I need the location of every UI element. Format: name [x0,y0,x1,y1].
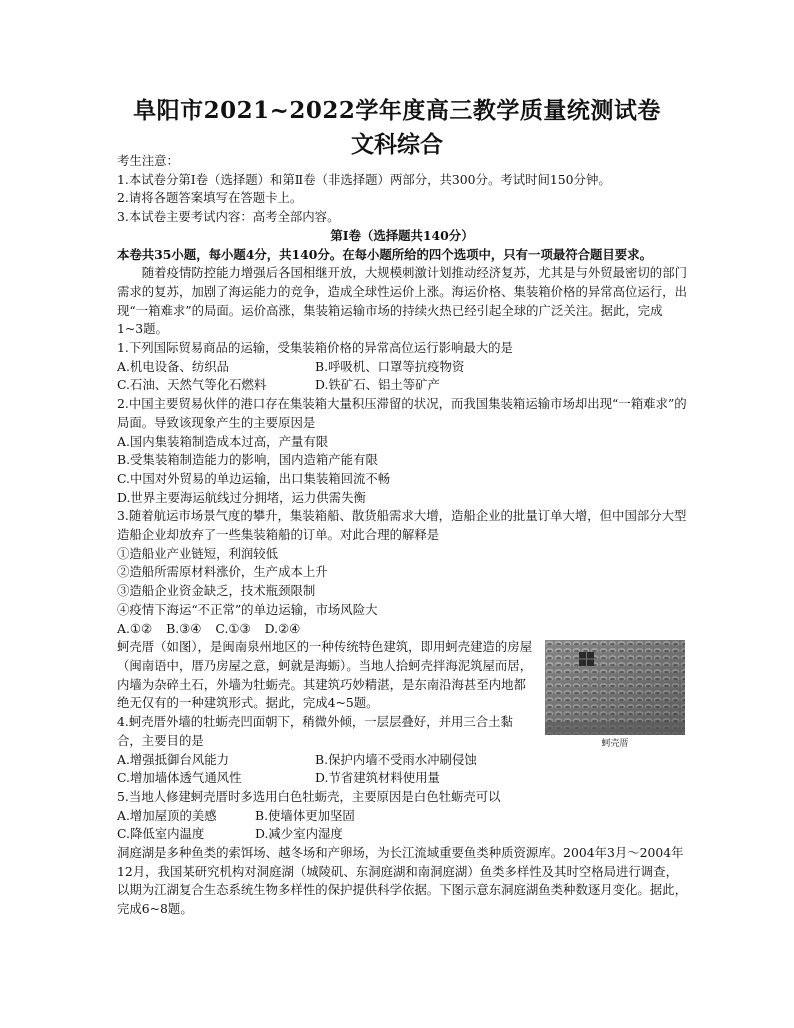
question-1-options-row-1 [117,358,687,377]
passage-2: 蚵壳厝（如图），是闽南泉州地区的一种传统特色建筑，即用蚵壳建造的房屋（闽南语中，厝乃房屋之意，蚵就是海蛎）。当地人拾蚵壳拌海泥筑屋而居，内墙为杂碎土石，外墙为牡蛎壳。其建筑巧妙精湛，是东南沿海甚至内地都绝无仅有的一种建筑形式。据此，完成4~5题。 [117,639,533,711]
figure-caption: 蚵壳厝 [601,739,629,750]
notice-item: 3.本试卷主要考试内容：高考全部内容。 [117,209,340,225]
exam-content [117,152,687,919]
option-b: B.受集装箱制造能力的影响，国内造箱产能有限 [117,452,378,468]
option-b: B.呼吸机、口罩等抗疫物资 [315,358,465,374]
question-5-options-row-1 [117,807,687,826]
option-c: C.中国对外贸易的单边运输，出口集装箱回流不畅 [117,470,391,486]
wall-texture-graphic [545,640,685,735]
question-1-stem: 1.下列国际贸易商品的运输，受集装箱价格的异常高位运行影响最大的是 [117,340,513,356]
option-b: B.③④ [166,620,202,636]
statement-2: ②造船所需原材料涨价，生产成本上升 [117,564,328,580]
option-a: A.增加屋顶的美感 [117,807,217,823]
statement-1: ①造船业产业链短，利润较低 [117,545,279,561]
question-5-stem: 5.当地人修建蚵壳厝时多选用白色牡蛎壳，主要原因是白色牡蛎壳可以 [117,788,501,804]
option-d: D.②④ [264,620,301,636]
notice-item: 1.本试卷分第Ⅰ卷（选择题）和第Ⅱ卷（非选择题）两部分，共300分。考试时间150分钟。 [117,171,611,187]
passage-3: 洞庭湖是多种鱼类的索饵场、越冬场和产卵场，为长江流域重要鱼类种质资源库。2004年3月～2004年12月，我国某研究机构对洞庭湖（城陵矶、东洞庭湖和南洞庭湖）鱼类多样性及其时空格局进行调查，以期为江湖复合生态系统生物多样性的保护提供科学依据。下图示意东洞庭湖鱼类种数逐月变化。据此，完成6~8题。 [117,845,687,917]
section-title: 第Ⅰ卷（选择题共140分） [330,227,474,243]
notice-heading: 考生注意： [117,153,179,168]
option-c: C.石油、天然气等化石燃料 [117,377,267,393]
statement-4: ④疫情下海运“不正常”的单边运输，市场风险大 [117,601,378,617]
option-a: A.国内集装箱制造成本过高，产量有限 [117,433,329,449]
option-d: D.铁矿石、铝土等矿产 [315,377,440,393]
question-3-options [117,620,687,639]
question-4-stem: 4.蚵壳厝外墙的牡蛎壳凹面朝下，稍微外倾，一层层叠好，并用三合土黏合，主要目的是 [117,714,513,748]
exam-title: 阜阳市2021~2022学年度高三教学质量统测试卷 [133,97,661,124]
option-d: D.减少室内湿度 [255,826,343,842]
passage-1: 随着疫情防控能力增强后各国相继开放，大规模刺激计划推动经济复苏，尤其是与外贸最密切的部门需求的复苏，加剧了海运能力的竞争，造成全球性运价上涨。海运价格、集装箱价格的异常高位运行，出现“一箱难求”的局面。运价高涨，集装箱运输市场的持续火热已经引起全球的广泛关注。据此，完成1~3题。 [117,265,687,337]
option-c: C.①③ [215,620,251,636]
option-c: C.降低室内温度 [117,826,205,842]
option-c: C.增加墙体透气通风性 [117,770,242,786]
oyster-house-photo [545,640,685,735]
question-5-options-row-2 [117,825,687,844]
option-a: A.机电设备、纺织品 [117,358,230,374]
option-a: A.增强抵御台风能力 [117,751,230,767]
section-instruction: 本卷共35小题，每小题4分，共140分。在每小题所给的四个选项中，只有一项最符合题目要求。 [117,246,652,262]
question-4-options-row-1 [117,751,537,770]
option-d: D.节省建筑材料使用量 [315,770,440,786]
option-a: A.①② [117,620,153,636]
option-b: B.使墙体更加坚固 [255,807,355,823]
exam-subject: 文科综合 [351,131,443,158]
statement-3: ③造船企业资金缺乏，技术瓶颈限制 [117,583,316,599]
question-1-options-row-2 [117,376,687,395]
notice-item: 2.请将各题答案填写在答题卡上。 [117,190,303,206]
question-3-stem: 3.随着航运市场景气度的攀升，集装箱船、散货船需求大增，造船企业的批量订单大增，但中国部分大型造船企业却放弃了一些集装箱船的订单。对此合理的解释是 [117,508,687,543]
option-d: D.世界主要海运航线过分拥堵，运力供需失衡 [117,489,366,505]
question-2-stem: 2.中国主要贸易伙伴的港口存在集装箱大量积压滞留的状况，而我国集装箱运输市场却出现“一箱难求”的局面。导致该现象产生的主要原因是 [117,396,687,430]
question-4-options-row-2 [117,769,687,788]
oyster-house-figure [545,640,685,751]
option-b: B.保护内墙不受雨水冲刷侵蚀 [315,751,477,767]
